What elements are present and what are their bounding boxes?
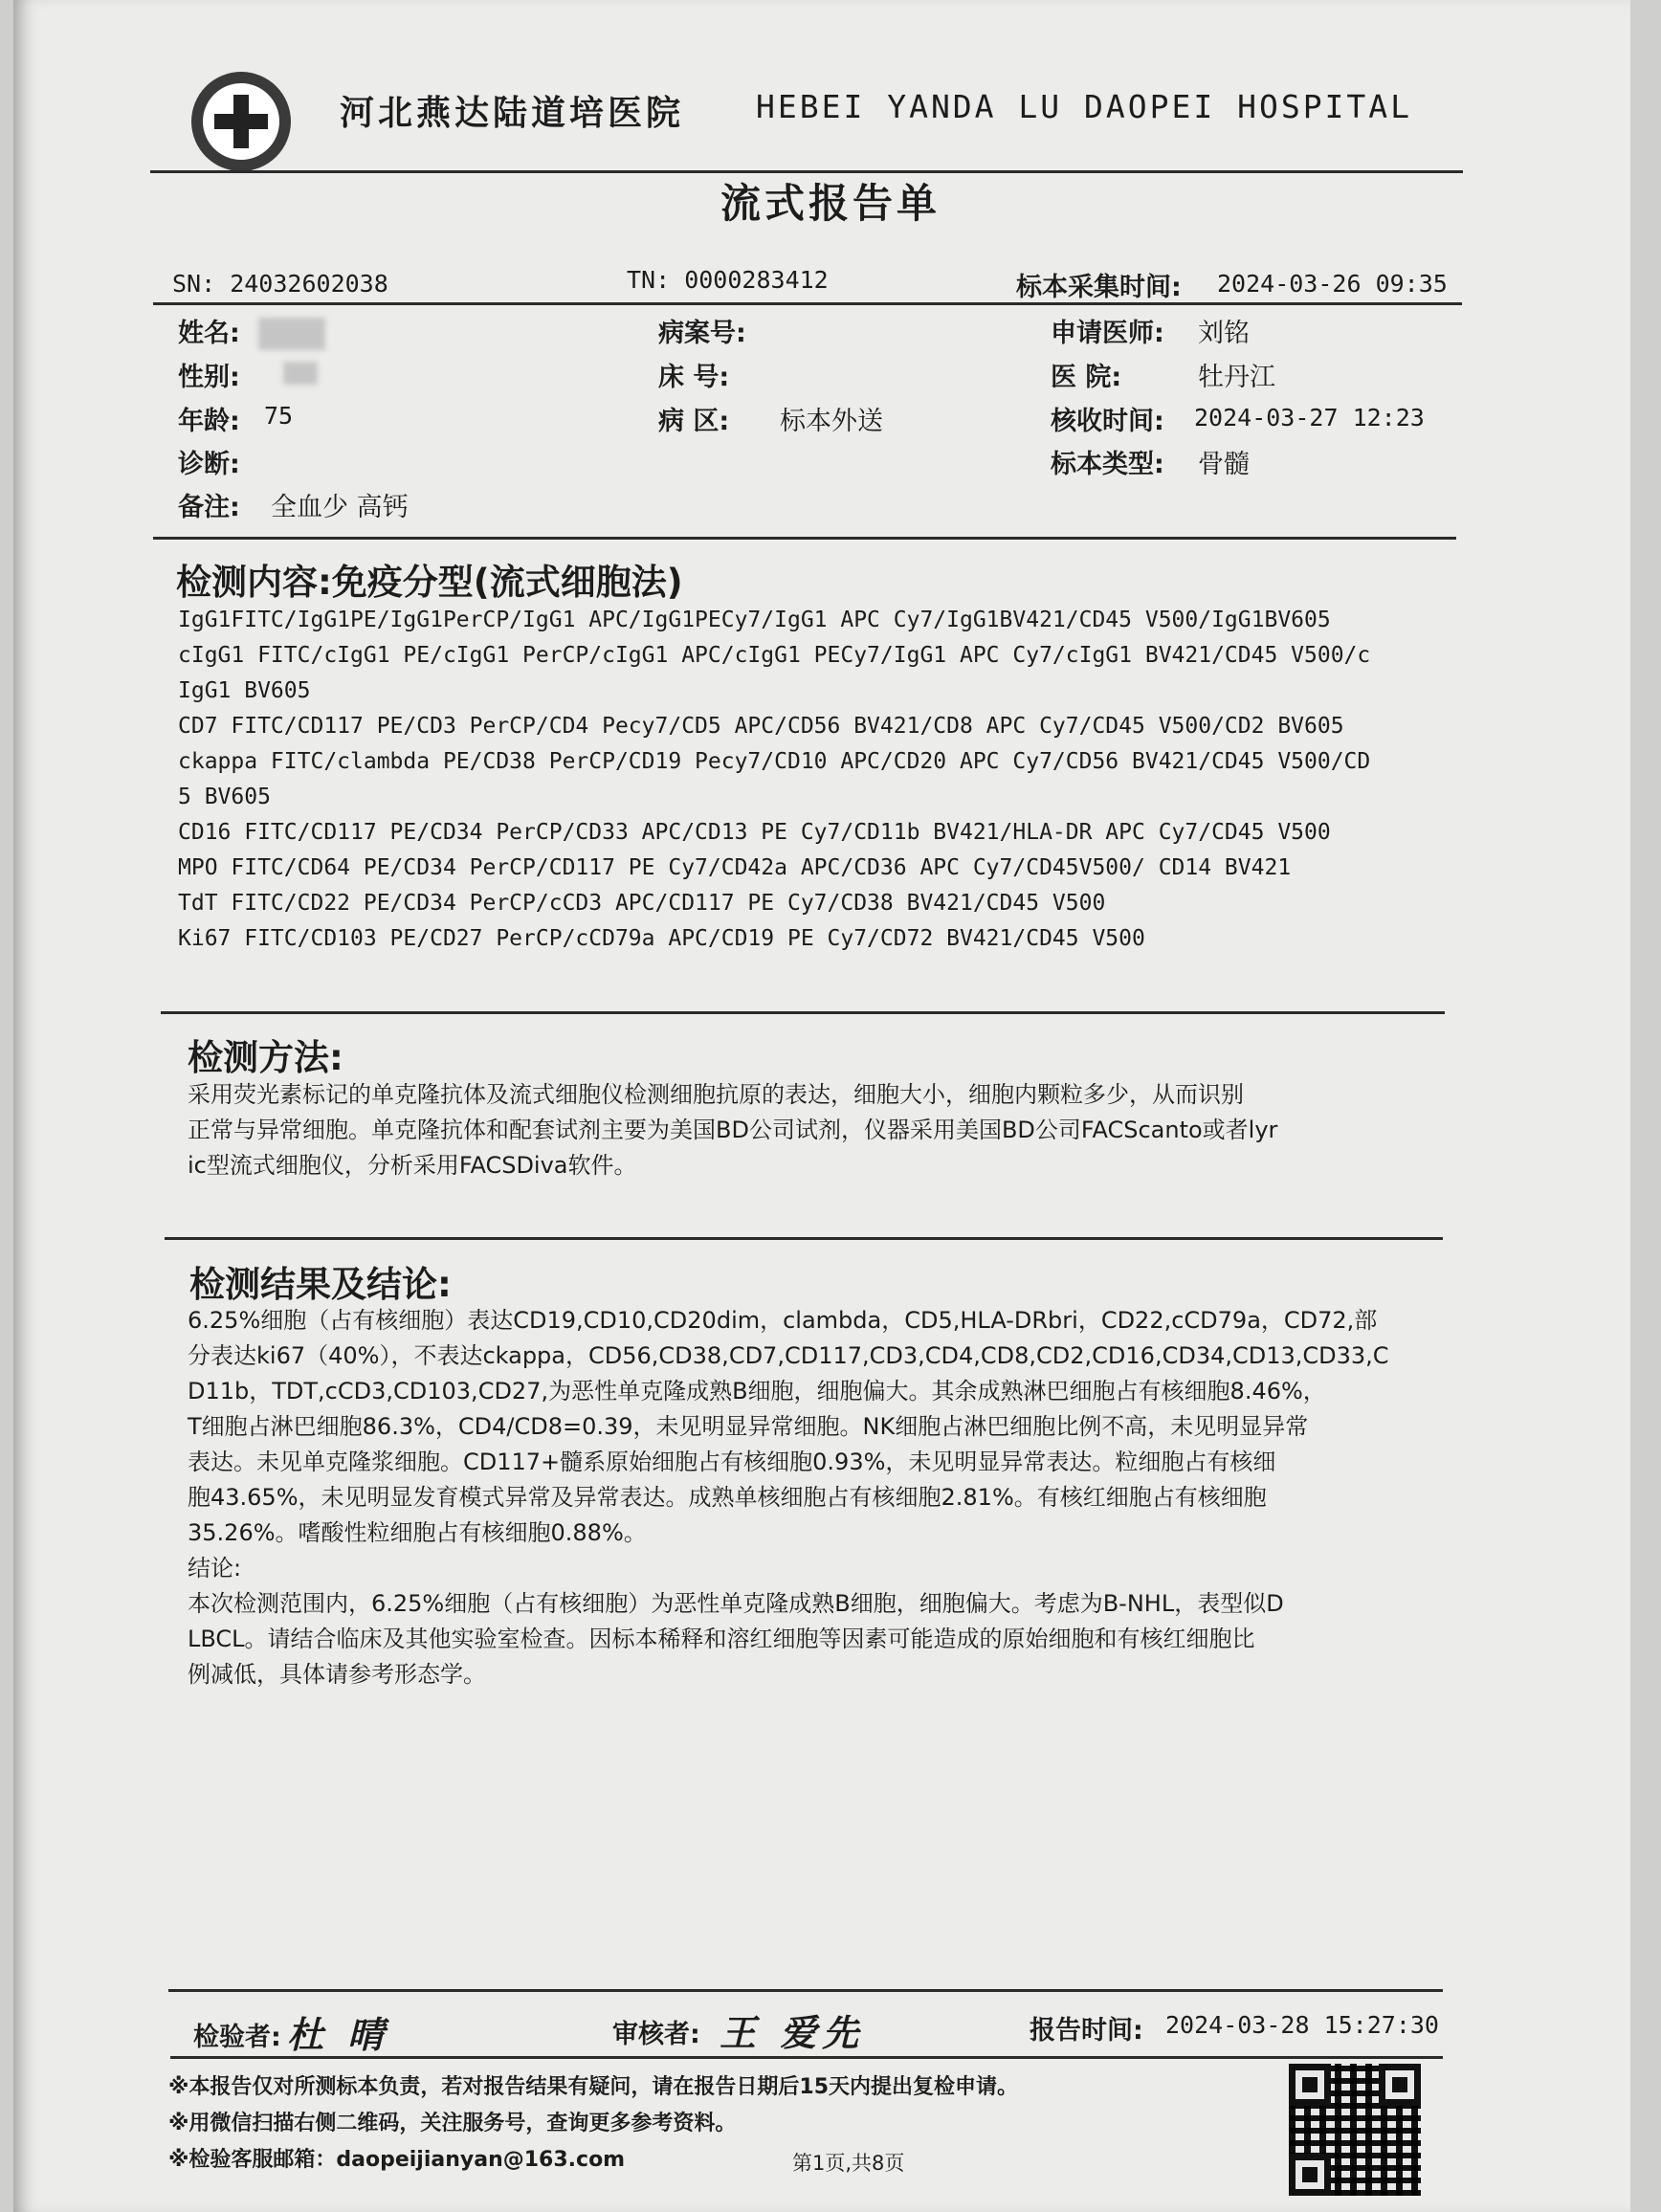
marker-line: MPO FITC/CD64 PE/CD34 PerCP/CD117 PE Cy7/CD42a APC/CD36 APC Cy7/CD45V500/ CD14 BV421: [178, 855, 1292, 880]
bed-number-label: 床 号:: [658, 363, 730, 392]
specimen-label: 标本类型:: [1051, 450, 1164, 479]
case-number-label: 病案号:: [658, 319, 746, 348]
hospital-name-cn: 河北燕达陆道培医院: [340, 93, 685, 133]
hospital-logo-icon: [191, 72, 291, 171]
collect-time: 2024-03-26 09:35: [1217, 270, 1448, 298]
report-time-label: 报告时间:: [1030, 2016, 1143, 2046]
collect-time-label: 标本采集时间:: [1016, 273, 1182, 302]
conclusion-label: 结论:: [188, 1555, 242, 1582]
page-number: 第1页,共8页: [792, 2152, 905, 2175]
result-line: 35.26%。嗜酸性粒细胞占有核细胞0.88%。: [188, 1519, 647, 1546]
marker-line: IgG1 BV605: [178, 678, 311, 703]
result-line: 6.25%细胞（占有核细胞）表达CD19,CD10,CD20dim，clambda，CD5,HLA-DRbri，CD22,cCD79a，CD72,部: [188, 1307, 1378, 1334]
signature-divider: [170, 2056, 1443, 2059]
footer-note-email: ※检验客服邮箱：daopeijianyan@163.com: [168, 2148, 626, 2172]
result-line: 表达。未见单克隆浆细胞。CD117+髓系原始细胞占有核细胞0.93%，未见明显异常表达。粒细胞占有核细: [188, 1449, 1276, 1475]
marker-panel-list: [178, 603, 1370, 957]
sn-number: SN: 24032602038: [172, 270, 388, 298]
marker-line: ckappa FITC/clambda PE/CD38 PerCP/CD19 Pecy7/CD10 APC/CD20 APC Cy7/CD56 BV421/CD45 V500/CD: [178, 749, 1371, 774]
ward-value: 标本外送: [780, 407, 883, 436]
diagnosis-label: 诊断:: [178, 450, 240, 479]
marker-line: 5 BV605: [178, 785, 271, 809]
doctor-label: 申请医师:: [1051, 319, 1164, 348]
conclusion-line: 本次检测范围内，6.25%细胞（占有核细胞）为恶性单克隆成熟B细胞，细胞偏大。考虑为B-NHL，表型似D: [188, 1590, 1284, 1617]
result-line: 分表达ki67（40%），不表达ckappa，CD56,CD38,CD7,CD117,CD3,CD4,CD8,CD2,CD16,CD34,CD13,CD33,C: [188, 1342, 1389, 1369]
specimen-value: 骨髓: [1198, 450, 1250, 479]
patient-divider: [153, 537, 1456, 540]
marker-line: TdT FITC/CD22 PE/CD34 PerCP/cCD3 APC/CD117 PE Cy7/CD38 BV421/CD45 V500: [178, 891, 1106, 916]
name-label: 姓名:: [178, 319, 240, 348]
marker-line: CD7 FITC/CD117 PE/CD3 PerCP/CD4 Pecy7/CD5 APC/CD56 BV421/CD8 APC Cy7/CD45 V500/CD2 BV605: [178, 714, 1344, 739]
redacted-sex: [283, 362, 318, 385]
tn-number: TN: 0000283412: [627, 266, 829, 294]
ids-divider: [153, 302, 1462, 305]
receive-time-label: 核收时间:: [1051, 407, 1164, 436]
age-value: 75: [264, 402, 294, 430]
receive-time: 2024-03-27 12:23: [1194, 404, 1425, 431]
qr-code-icon[interactable]: [1289, 2064, 1421, 2196]
marker-line: IgG1FITC/IgG1PE/IgG1PerCP/IgG1 APC/IgG1PECy7/IgG1 APC Cy7/IgG1BV421/CD45 V500/IgG1BV605: [178, 608, 1331, 632]
remark-label: 备注:: [178, 493, 240, 522]
conclusion-line: 例减低，具体请参考形态学。: [188, 1661, 486, 1688]
content-divider: [161, 1011, 1445, 1014]
ward-label: 病 区:: [658, 407, 730, 436]
method-line: 采用荧光素标记的单克隆抗体及流式细胞仪检测细胞抗原的表达，细胞大小，细胞内颗粒多少，从而识别: [188, 1081, 1244, 1108]
report-time: 2024-03-28 15:27:30: [1165, 2011, 1439, 2039]
method-line: ic型流式细胞仪，分析采用FACSDiva软件。: [188, 1152, 637, 1179]
hospital-name-en: HEBEI YANDA LU DAOPEI HOSPITAL: [756, 88, 1413, 125]
doctor-value: 刘铭: [1198, 319, 1250, 348]
method-divider: [165, 1237, 1443, 1240]
marker-line: cIgG1 FITC/cIgG1 PE/cIgG1 PerCP/cIgG1 APC/cIgG1 PECy7/IgG1 APC Cy7/cIgG1 BV421/CD45 V500/c: [178, 643, 1371, 668]
tester-signature: 杜 晴: [287, 2013, 390, 2056]
hospital-label: 医 院:: [1051, 363, 1122, 392]
method-heading: 检测方法:: [188, 1037, 343, 1078]
redacted-name: [258, 318, 325, 350]
reviewer-signature: 王 爱先: [720, 2011, 865, 2054]
conclusion-line: LBCL。请结合临床及其他实验室检查。因标本稀释和溶红细胞等因素可能造成的原始细胞和有核红细胞比: [188, 1626, 1255, 1652]
results-heading: 检测结果及结论:: [189, 1264, 452, 1305]
footer-divider: [168, 1989, 1443, 1992]
sex-label: 性别:: [178, 363, 240, 392]
report-title: 流式报告单: [720, 180, 941, 227]
method-text: [188, 1077, 1277, 1183]
result-line: D11b，TDT,cCD3,CD103,CD27,为恶性单克隆成熟B细胞，细胞偏大。其余成熟淋巴细胞占有核细胞8.46%，: [188, 1378, 1326, 1405]
footer-note-wechat: ※用微信扫描右侧二维码，关注服务号，查询更多参考资料。: [168, 2112, 737, 2135]
content-heading: 检测内容:免疫分型(流式细胞法): [176, 562, 683, 603]
result-line: 胞43.65%，未见明显发育模式异常及异常表达。成熟单核细胞占有核细胞2.81%。有核红细胞占有核细胞: [188, 1484, 1267, 1511]
age-label: 年龄:: [178, 407, 240, 436]
method-line: 正常与异常细胞。单克隆抗体和配套试剂主要为美国BD公司试剂，仪器采用美国BD公司FACScanto或者lyr: [188, 1117, 1278, 1143]
footer-note-recheck: ※本报告仅对所测标本负责，若对报告结果有疑问，请在报告日期后15天内提出复检申请。: [168, 2075, 1019, 2099]
results-text: [188, 1303, 1389, 1692]
marker-line: Ki67 FITC/CD103 PE/CD27 PerCP/cCD79a APC/CD19 PE Cy7/CD72 BV421/CD45 V500: [178, 926, 1145, 951]
marker-line: CD16 FITC/CD117 PE/CD34 PerCP/CD33 APC/CD13 PE Cy7/CD11b BV421/HLA-DR APC Cy7/CD45 V500: [178, 820, 1331, 845]
result-line: T细胞占淋巴细胞86.3%，CD4/CD8=0.39，未见明显异常细胞。NK细胞占淋巴细胞比例不高，未见明显异常: [188, 1413, 1309, 1440]
remark-value: 全血少 高钙: [271, 493, 409, 522]
hospital-value: 牡丹江: [1198, 363, 1275, 392]
reviewer-label: 审核者:: [612, 2020, 700, 2049]
tester-label: 检验者:: [193, 2023, 281, 2052]
